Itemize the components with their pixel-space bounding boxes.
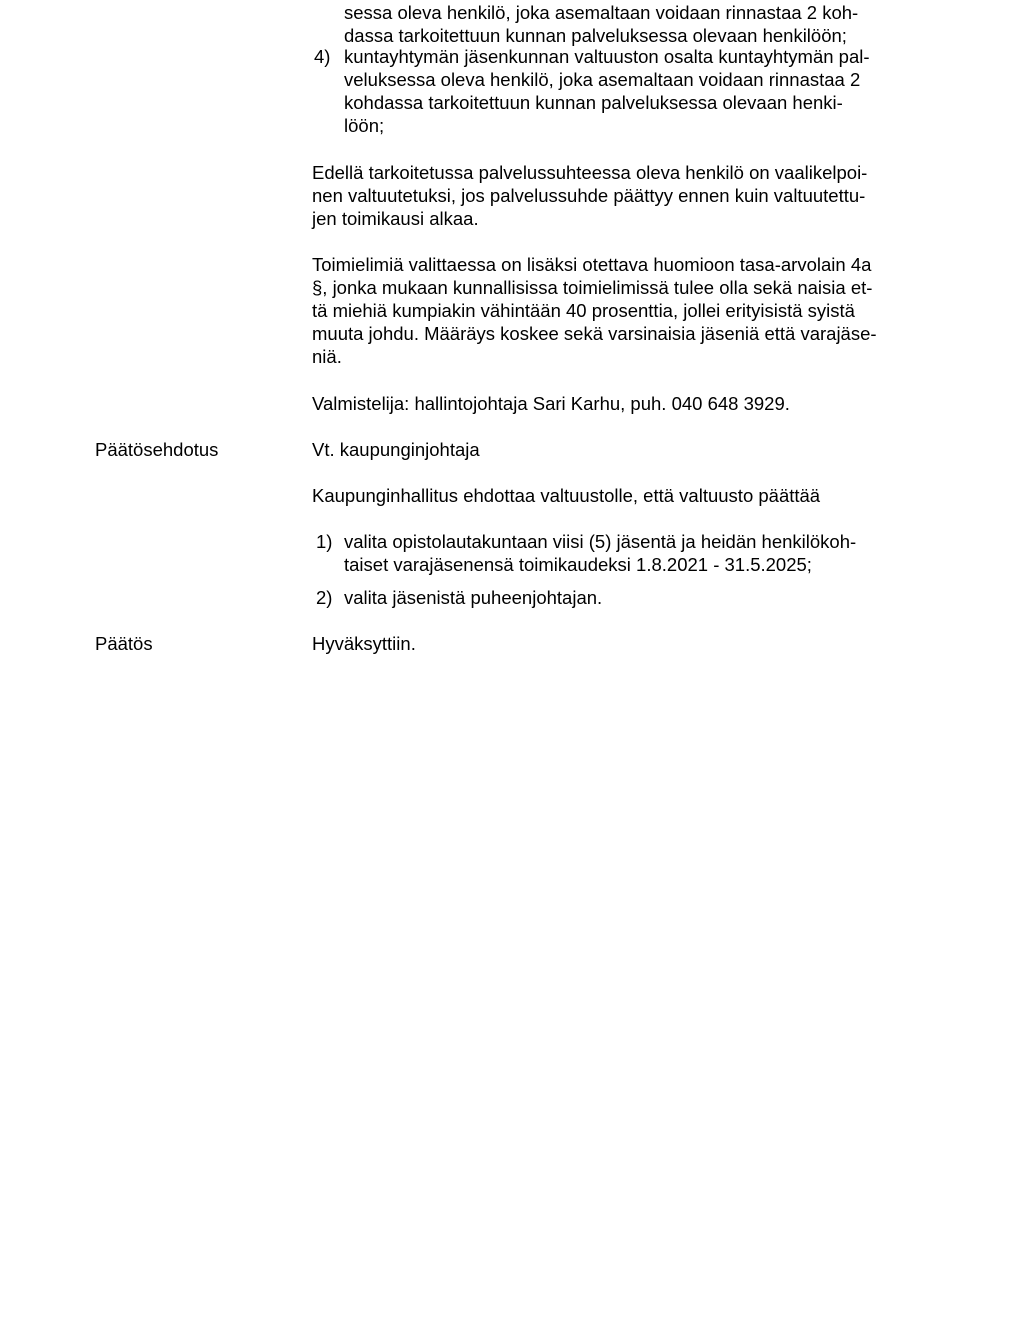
text-line: taiset varajäsenensä toimikaudeksi 1.8.2021 - 31.5.2025;	[344, 554, 812, 575]
list-number: 2)	[316, 587, 333, 608]
list-item-4	[312, 45, 930, 137]
proposal-label: Päätösehdotus	[95, 439, 219, 460]
text-line: Toimielimiä valittaessa on lisäksi otettava huomioon tasa-arvolain 4a	[312, 254, 872, 275]
text-line: nen valtuutetuksi, jos palvelussuhde päättyy ennen kuin valtuutettu-	[312, 185, 866, 206]
text-line: tä miehiä kumpiakin vähintään 40 prosenttia, jollei erityisistä syistä	[312, 300, 855, 321]
item3-continuation	[344, 1, 944, 47]
text-line: niä.	[312, 346, 342, 367]
decision-label: Päätös	[95, 633, 153, 654]
text-line: jen toimikausi alkaa.	[312, 208, 479, 229]
text-line: valita jäsenistä puheenjohtajan.	[344, 587, 603, 608]
text-line: muuta johdu. Määräys koskee sekä varsinaisia jäseniä että varajäse-	[312, 323, 877, 344]
text-line: valita opistolautakuntaan viisi (5) jäsentä ja heidän henkilökoh-	[344, 531, 857, 552]
proposal-item-1	[312, 530, 930, 576]
text-line: §, jonka mukaan kunnallisissa toimielimissä tulee olla sekä naisia et-	[312, 277, 873, 298]
text-line: kuntayhtymän jäsenkunnan valtuuston osalta kuntayhtymän pal-	[344, 46, 870, 67]
text-line: Edellä tarkoitetussa palvelussuhteessa oleva henkilö on vaalikelpoi-	[312, 162, 868, 183]
list-number: 1)	[316, 531, 333, 552]
proposal-presenter: Vt. kaupunginjohtaja	[312, 439, 480, 460]
text-line: löön;	[344, 115, 385, 136]
text-line: veluksessa oleva henkilö, joka asemaltaan voidaan rinnastaa 2	[344, 69, 861, 90]
preparer-line: Valmistelija: hallintojohtaja Sari Karhu, puh. 040 648 3929.	[312, 393, 790, 414]
proposal-item-2	[312, 586, 930, 609]
text-line: sessa oleva henkilö, joka asemaltaan voidaan rinnastaa 2 koh-	[344, 2, 859, 23]
paragraph-service-relationship	[312, 161, 930, 230]
text-line: dassa tarkoitettuun kunnan palveluksessa olevaan henkilöön;	[344, 25, 847, 46]
paragraph-equality-act	[312, 253, 930, 368]
proposal-intro: Kaupunginhallitus ehdottaa valtuustolle, että valtuusto päättää	[312, 485, 821, 506]
list-number: 4)	[314, 46, 331, 67]
text-line: kohdassa tarkoitettuun kunnan palveluksessa olevaan henki-	[344, 92, 843, 113]
decision-text: Hyväksyttiin.	[312, 633, 416, 654]
